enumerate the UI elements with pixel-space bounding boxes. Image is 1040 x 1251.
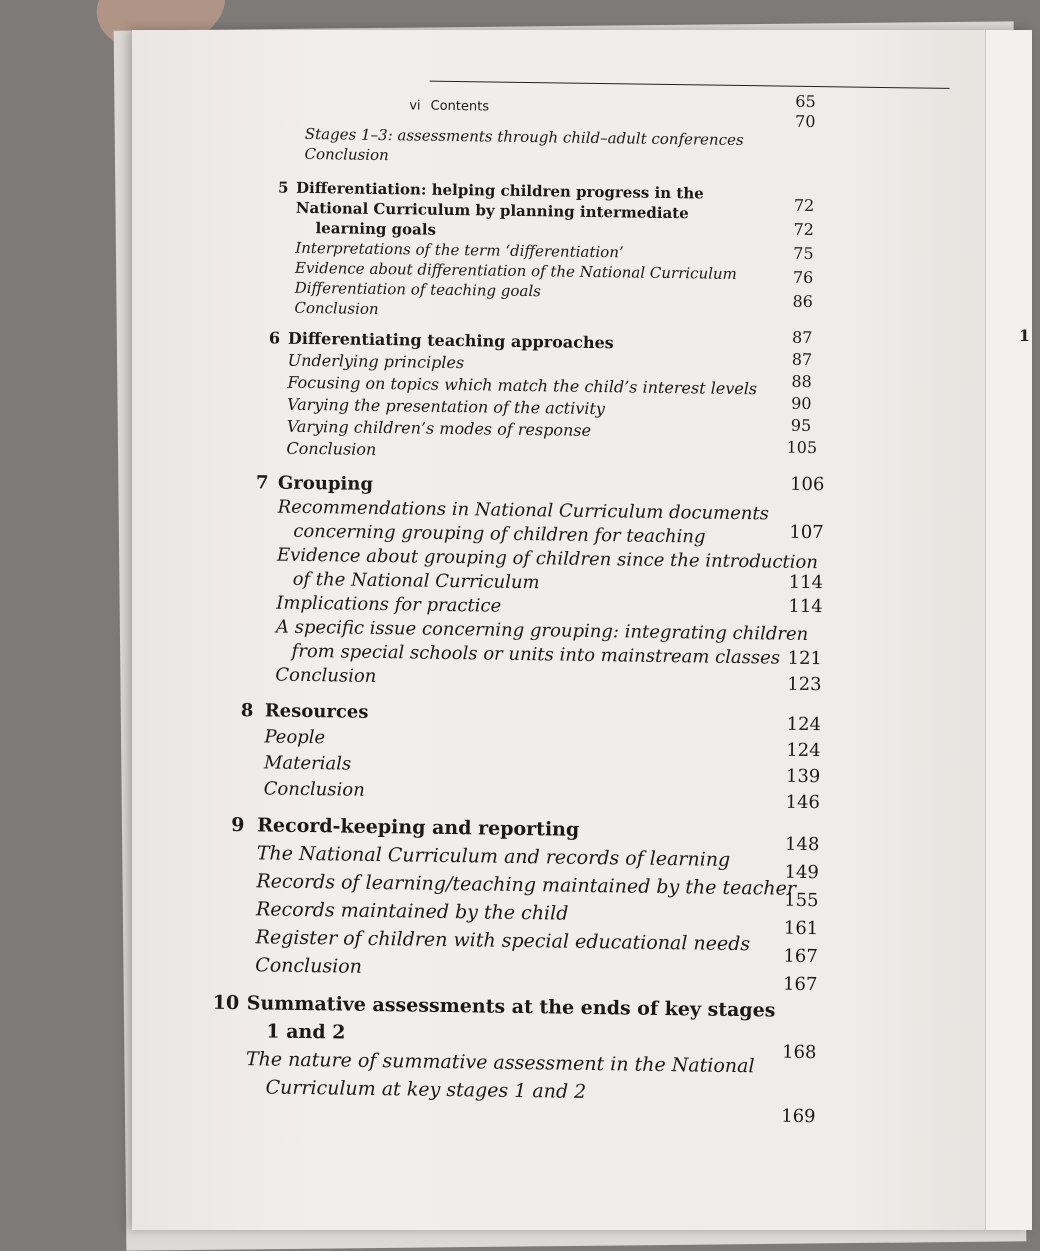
toc-page-number: 114 [788, 595, 823, 618]
toc-chapter-number: 5 [277, 178, 289, 197]
toc-section: Implications for practice [276, 592, 502, 617]
toc-chapter-title: National Curriculum by planning intermediate [295, 198, 689, 223]
toc-section: A specific issue concerning grouping: integrating children [275, 616, 809, 645]
toc-section: The National Curriculum and records of learning [256, 842, 731, 871]
toc-section: Focusing on topics which match the child’s interest levels [287, 372, 758, 399]
toc-page-number: 107 [789, 521, 824, 544]
toc-page-number: 105 [786, 437, 818, 458]
toc-section: Evidence about differentiation of the National Curriculum [294, 258, 737, 283]
toc-chapter-number: 7 [255, 472, 269, 494]
toc-page-number: 161 [783, 917, 819, 940]
toc-chapter-title: learning goals [315, 219, 437, 239]
toc-section: Conclusion [255, 954, 363, 978]
book-page [132, 30, 1032, 1230]
toc-chapter-number: 6 [268, 328, 281, 348]
toc-section: of the National Curriculum [292, 568, 540, 594]
toc-chapter-title: Record-keeping and reporting [257, 814, 580, 841]
toc-page-number: 155 [784, 889, 819, 912]
toc-page-number: 123 [787, 673, 822, 696]
toc-page-number: 146 [785, 791, 821, 814]
toc-section: Conclusion [304, 144, 389, 165]
toc-section: People [264, 726, 326, 749]
toc-page-number: 149 [784, 861, 820, 884]
toc-page-number: 87 [791, 349, 813, 370]
toc-page-number: 167 [782, 973, 818, 996]
toc-section: Conclusion [286, 438, 377, 459]
toc-section: Evidence about grouping of children since the introduction [276, 544, 819, 574]
toc-chapter-number: 8 [240, 700, 254, 722]
toc-chapter-title: 1 and 2 [266, 1020, 346, 1044]
toc-section: Curriculum at key stages 1 and 2 [265, 1076, 587, 1103]
toc-section: Underlying principles [287, 350, 465, 373]
toc-page-number: 148 [784, 833, 820, 856]
toc-page-number: 124 [786, 739, 821, 762]
facing-page-mark: 1 [1018, 326, 1030, 345]
toc-section: Register of children with special educational needs [255, 926, 751, 956]
toc-page-number: 167 [783, 945, 818, 968]
toc-page-number: 87 [791, 327, 813, 348]
toc-section: Materials [263, 752, 352, 775]
toc-section: Records of learning/teaching maintained by the teacher [256, 870, 797, 900]
toc-section: The nature of summative assessment in the National [245, 1048, 755, 1078]
toc-chapter-title: Differentiating teaching approaches [287, 328, 614, 353]
toc-chapter-title: Summative assessments at the ends of key stages [246, 992, 776, 1022]
toc-page-number: 76 [792, 267, 814, 288]
toc-section: concerning grouping of children for teaching [293, 520, 706, 548]
toc-section: Differentiation of teaching goals [294, 278, 542, 301]
toc-page-number: 72 [793, 219, 815, 240]
header-title: Contents [430, 98, 490, 115]
toc-section: from special schools or units into mainstream classes [291, 640, 781, 669]
toc-section: Recommendations in National Curriculum documents [277, 496, 770, 525]
toc-section: Conclusion [294, 298, 379, 318]
toc-section: Stages 1–3: assessments through child–adult conferences [304, 124, 744, 150]
running-header [409, 98, 489, 114]
toc-chapter-number: 9 [231, 813, 245, 837]
toc-page-number: 75 [793, 243, 814, 264]
toc-page-number: 121 [787, 647, 823, 670]
toc-chapter-title: Differentiation: helping children progress in the [295, 178, 704, 203]
toc-section: Conclusion [263, 778, 365, 801]
toc-chapter-title: Resources [264, 700, 369, 723]
toc-page-number: 90 [791, 393, 812, 414]
toc-page-number: 86 [792, 291, 814, 312]
toc-page-number: 106 [789, 473, 825, 496]
toc-chapter-number: 10 [212, 991, 240, 1015]
toc-section: Records maintained by the child [255, 898, 569, 925]
header-page-numeral: vi [409, 98, 421, 114]
toc-section: Conclusion [275, 664, 377, 687]
toc-page-number: 139 [785, 765, 821, 788]
toc-page-number: 168 [781, 1041, 817, 1064]
toc-page-number: 95 [790, 415, 812, 436]
toc-page-number: 70 [794, 111, 816, 132]
header-rule [430, 81, 950, 89]
toc-page-number: 72 [793, 195, 815, 216]
toc-page-number: 169 [781, 1105, 816, 1128]
toc-page-number: 88 [791, 371, 812, 392]
toc-section: Varying children’s modes of response [286, 416, 592, 440]
toc-chapter-title: Grouping [277, 472, 374, 495]
toc-page-number: 65 [795, 91, 816, 112]
toc-page-number: 124 [786, 713, 822, 736]
contents-listing [124, 19, 1040, 1231]
toc-page-number: 114 [788, 571, 824, 594]
toc-section: Varying the presentation of the activity [286, 394, 606, 419]
toc-section: Interpretations of the term ‘differentiation’ [295, 238, 624, 262]
